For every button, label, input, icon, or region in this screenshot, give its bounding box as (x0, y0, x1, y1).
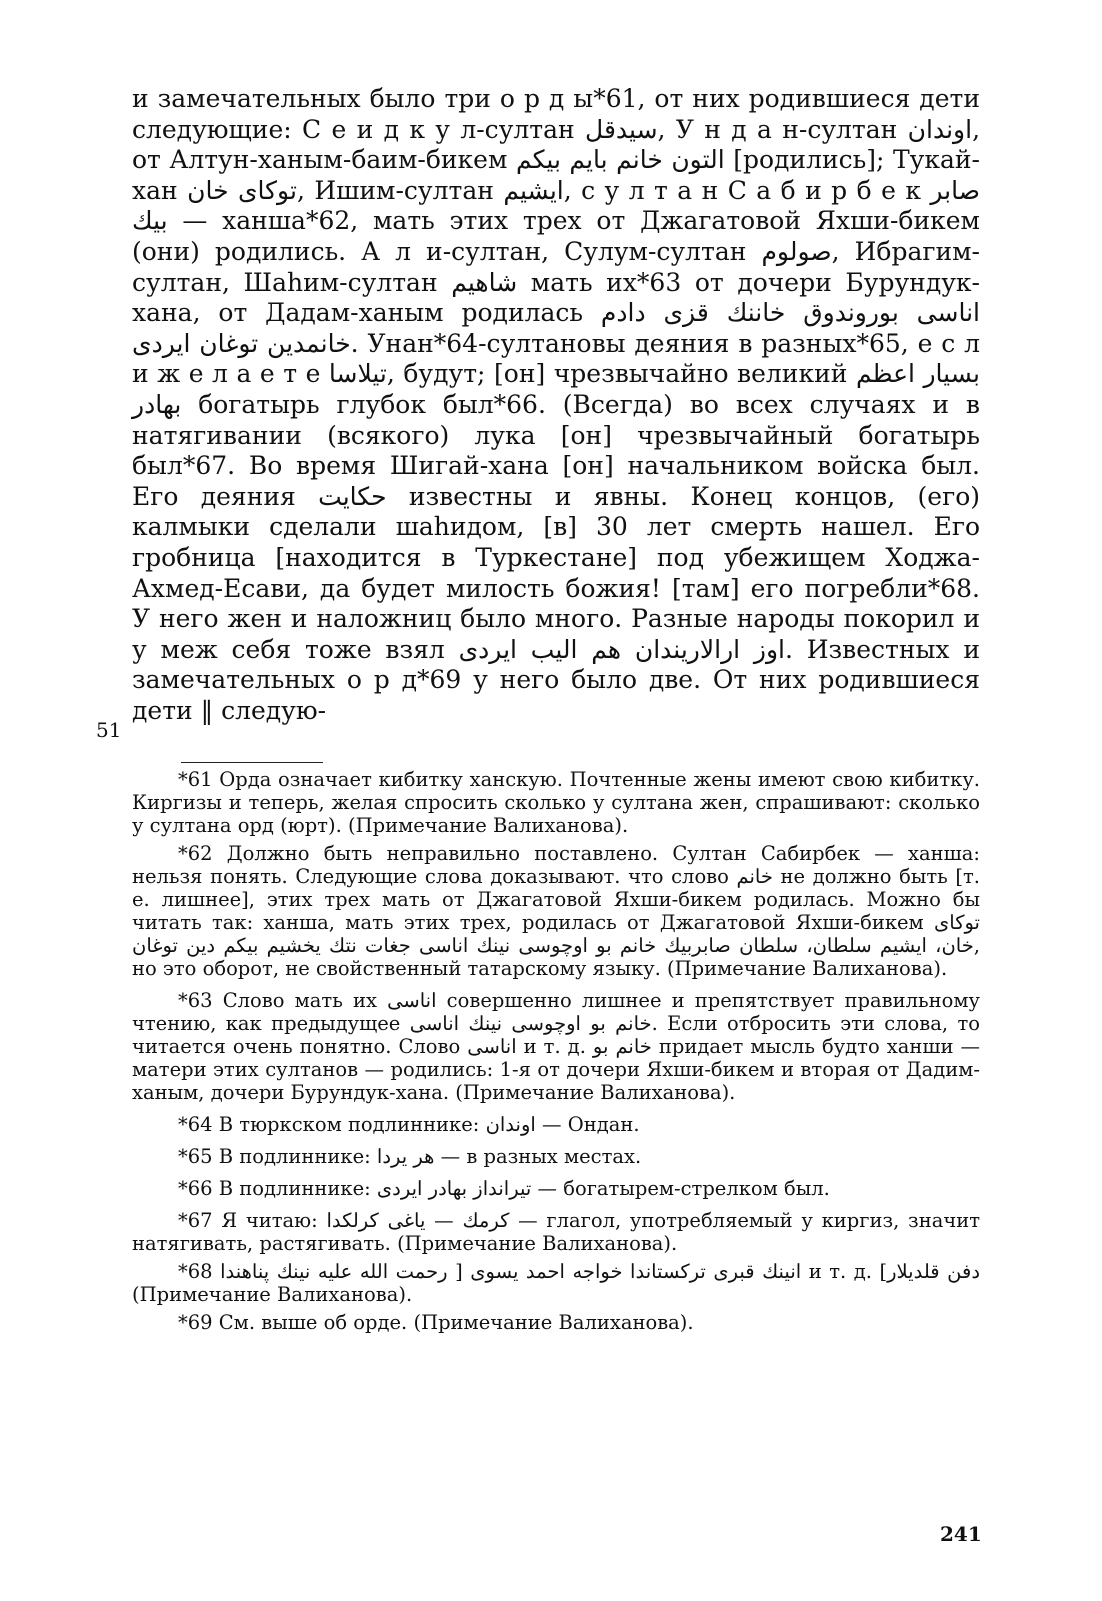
footnotes-block (132, 768, 980, 1339)
footnote-64: *64 В тюркском подлиннике: اوندان — Ондан. (178, 1113, 640, 1136)
footnote-68: *68 انينك قبرى تركستاندا خواجه احمد يسوى [ رحمت الله عليه نينك پناهندا и т. д. [دفن قلديلار (Примечание Валиханова). (132, 1260, 981, 1306)
footnote-63: *63 Слово мать их اناسى совершенно лишнее и препятствует правильному чтению, как предыдущее خانم بو اوچوسى نينك اناسى. Если отбросить эти слова, то читается очень понятно. Слово اناسى и т. д. خانم بو придает мысль будто ханши — матери этих султанов — родились: 1-я от дочери Яхши-бикем и вторая от Дадим-ханым, дочери Бурундук-хана. (Примечание Валиханова). (132, 989, 980, 1104)
main-text-block (132, 84, 980, 726)
footnote-61: *61 Орда означает кибитку ханскую. Почтенные жены имеют свою кибитку. Киргизы и теперь, желая спросить сколько у султана жен, спрашивают: сколько у султана орд (юрт). (Примечание Валиханова). (132, 768, 980, 837)
page-number: 241 (940, 1522, 982, 1546)
footnote-67: *67 Я читаю: كرمك — ياغى كرلكدا — глагол, употребляемый у киргиз, значит натягивать, растягивать. (Примечание Валиханова). (132, 1209, 980, 1255)
footnote-divider (181, 762, 323, 763)
footnote-65: *65 В подлиннике: هر يردا — в разных местах. (178, 1145, 642, 1168)
footnote-62: *62 Должно быть неправильно поставлено. Султан Сабирбек — ханша: нельзя понять. Следующие слова доказывают. что слово خانم не должно быть [т. е. лишнее], этих трех мать от Джагатовой Яхши-бикем родилась. Можно бы читать так: ханша, мать этих трех, родилась от Джагатовой Яхши-бикем توكاى خان، ايشيم سلطان، سلطان صابربيك خانم بو اوچوسى نينك اناسى جغات نتك يخشيم بيكم دين توغان, но это оборот, не свойственный татарскому языку. (Примечание Валиханова). (132, 842, 980, 980)
footnote-66: *66 В подлиннике: تيرانداز بهادر ايردى — богатырем-стрелком был. (178, 1177, 830, 1200)
footnote-69: *69 См. выше об орде. (Примечание Валиханова). (178, 1311, 694, 1334)
main-paragraph: и замечательных было три о р д ы*61, от них родившиеся дети следующие: С е и д к у л-султан سيدقل, У н д а н-султан اوندان, от Алтун-ханым-баим-бикем التون خانم بايم بيكم [родились]; Тукай-хан توكاى خان, Ишим-султан ايشيم, с у л т а н С а б и р б е к صابر بيك — ханша*62, мать этих трех от Джагатовой Яхши-бикем (они) родились. А л и-султан, Сулум-султан صولوم, Ибрагим-султан, Шаһим-султан شاهيم мать их*63 от дочери Бурундук-хана, от Дадам-ханым родилась اناسى بوروندوق خاننك قزى دادم خانمدين توغان ايردى. Унан*64-султановы деяния в разных*65, е с л и ж е л а е т е تيلاسا, будут; [он] чрезвычайно великий بسيار اعظم بهادر богатырь глубок был*66. (Всегда) во всех случаях и в натягивании (всякого) лука [он] чрезвычайный богатырь был*67. Во время Шигай-хана [он] начальником войска был. Его деяния حكايت известны и явны. Конец концов, (его) калмыки сделали шаһидом, [в] 30 лет смерть нашел. Его гробница [находится в Туркестане] под убежищем Ходжа-Ахмед-Есави, да будет милость божия! [там] его погребли*68. У него жен и наложниц было много. Разные народы покорил и у меж себя тоже взял اوز ارالاريندان هم اليب ايردى. Известных и замечательных о р д*69 у него было две. От них родившиеся дети ‖ следую- (132, 84, 981, 725)
margin-page-marker: 51 (96, 718, 122, 742)
